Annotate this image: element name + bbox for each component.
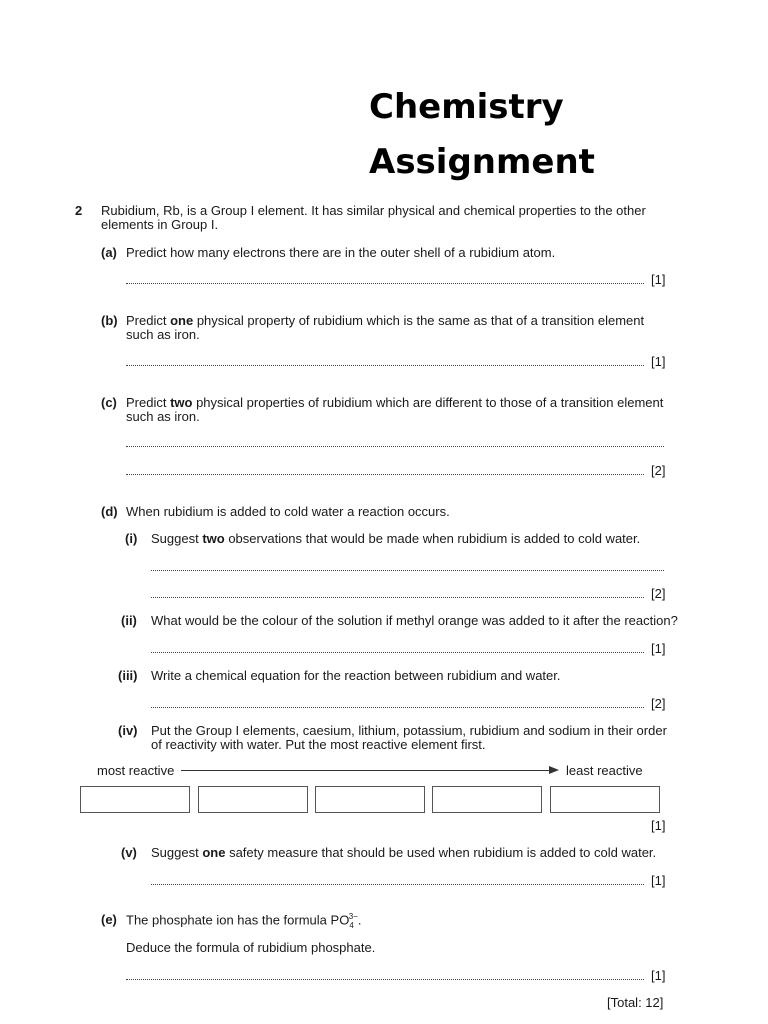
- part-d-iii-text: Write a chemical equation for the reaction between rubidium and water.: [151, 668, 561, 683]
- part-d-ii-text: What would be the colour of the solution if methyl orange was added to it after the reaction?: [151, 613, 678, 628]
- part-c-text-line-2: such as iron.: [126, 409, 200, 424]
- part-d-v-label: (v): [121, 845, 137, 860]
- part-d-i-text: Suggest two observations that would be made when rubidium is added to cold water.: [151, 531, 641, 546]
- reactivity-box-2[interactable]: [198, 786, 308, 813]
- answer-line-d-v[interactable]: [151, 884, 644, 885]
- part-a-text: Predict how many electrons there are in the outer shell of a rubidium atom.: [126, 245, 556, 260]
- part-b-label: (b): [101, 313, 118, 328]
- answer-line-d-ii[interactable]: [151, 652, 644, 653]
- total-marks: [Total: 12]: [607, 995, 664, 1010]
- reactivity-box-5[interactable]: [550, 786, 660, 813]
- question-intro-line-2: elements in Group I.: [101, 217, 219, 232]
- mark-b: [1]: [651, 354, 666, 369]
- answer-line-b[interactable]: [126, 365, 644, 366]
- answer-line-d-i-2[interactable]: [151, 597, 644, 598]
- least-reactive-label: least reactive: [566, 763, 643, 778]
- part-d-iv-text-line-1: Put the Group I elements, caesium, lithium, potassium, rubidium and sodium in their order: [151, 723, 667, 738]
- most-reactive-label: most reactive: [97, 763, 175, 778]
- answer-line-a[interactable]: [126, 283, 644, 284]
- part-d-text: When rubidium is added to cold water a reaction occurs.: [126, 504, 450, 519]
- question-intro-line-1: Rubidium, Rb, is a Group I element. It has similar physical and chemical properties to the other: [101, 203, 646, 218]
- part-a-label: (a): [101, 245, 117, 260]
- reactivity-arrow-line: [181, 770, 549, 771]
- answer-line-c-2[interactable]: [126, 474, 644, 475]
- reactivity-arrow-head: [549, 766, 559, 774]
- mark-c: [2]: [651, 463, 666, 478]
- part-e-text: The phosphate ion has the formula $PO_4^{3-}$.: [126, 912, 362, 930]
- part-d-iv-text-line-2: of reactivity with water. Put the most reactive element first.: [151, 737, 486, 752]
- part-c-label: (c): [101, 395, 117, 410]
- answer-line-d-iii[interactable]: [151, 707, 644, 708]
- mark-d-iii: [2]: [651, 696, 666, 711]
- answer-line-e[interactable]: [126, 979, 644, 980]
- part-d-iii-label: (iii): [118, 668, 138, 683]
- question-number: 2: [75, 203, 83, 218]
- title-line-1: Chemistry: [369, 87, 564, 127]
- mark-e: [1]: [651, 968, 666, 983]
- part-d-label: (d): [101, 504, 118, 519]
- part-d-i-label: (i): [125, 531, 138, 546]
- part-e-text-line-2: Deduce the formula of rubidium phosphate.: [126, 940, 376, 955]
- part-b-text: Predict one physical property of rubidium which is the same as that of a transition element: [126, 313, 645, 328]
- mark-d-ii: [1]: [651, 641, 666, 656]
- title-line-2: Assignment: [369, 142, 595, 182]
- part-d-ii-label: (ii): [121, 613, 137, 628]
- answer-line-d-i-1[interactable]: [151, 570, 664, 571]
- mark-d-i: [2]: [651, 586, 666, 601]
- reactivity-box-4[interactable]: [432, 786, 542, 813]
- part-e-label: (e): [101, 912, 117, 927]
- part-b-text-line-2: such as iron.: [126, 327, 200, 342]
- part-d-v-text: Suggest one safety measure that should be used when rubidium is added to cold water.: [151, 845, 657, 860]
- part-c-text: Predict two physical properties of rubidium which are different to those of a transition element: [126, 395, 664, 410]
- part-d-iv-label: (iv): [118, 723, 138, 738]
- mark-a: [1]: [651, 272, 666, 287]
- mark-d-v: [1]: [651, 873, 666, 888]
- reactivity-box-1[interactable]: [80, 786, 190, 813]
- reactivity-box-3[interactable]: [315, 786, 425, 813]
- mark-d-iv: [1]: [651, 818, 666, 833]
- answer-line-c-1[interactable]: [126, 446, 664, 447]
